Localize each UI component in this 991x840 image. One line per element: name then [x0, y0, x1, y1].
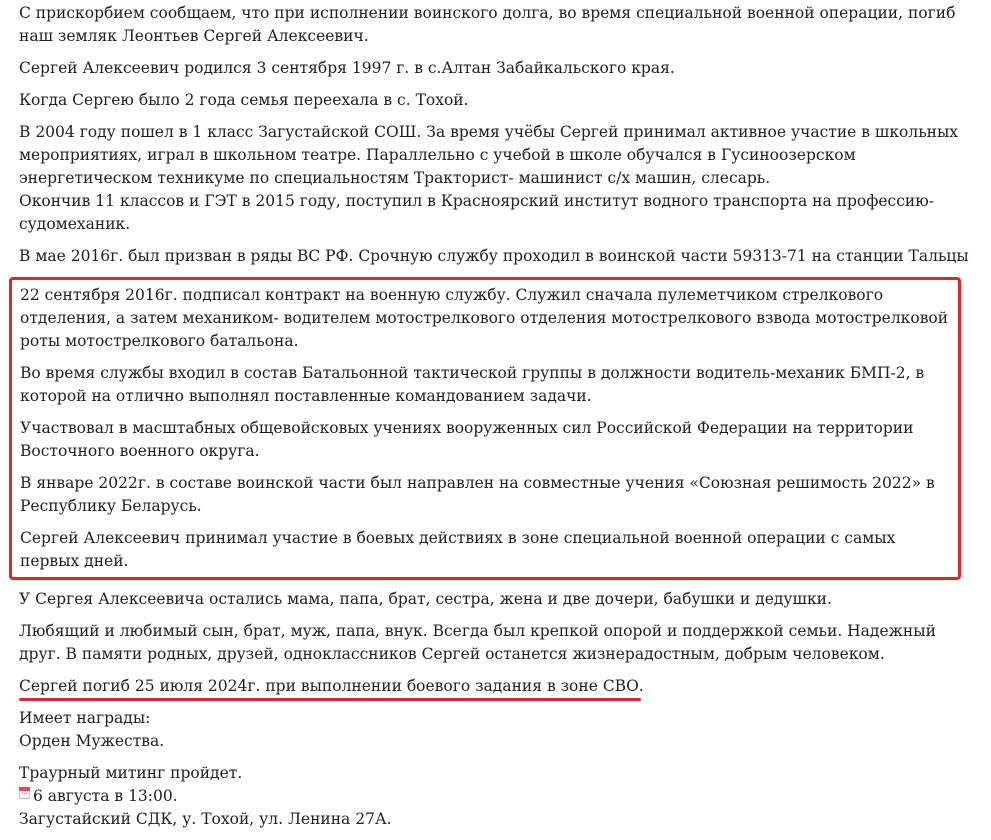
red-underline	[19, 698, 641, 701]
funeral-title: Траурный митинг пройдет.	[19, 764, 243, 782]
paragraph-school	[19, 121, 981, 236]
paragraph-condolence: С прискорбием сообщаем, что при исполнении воинского долга, во время специальной военной операции, погиб наш земляк Леонтьев Сергей Алексеевич.	[19, 4, 956, 45]
article	[19, 2, 981, 840]
funeral-date: 6 августа в 13:00.	[33, 787, 178, 805]
paragraph-move: Когда Сергею было 2 года семья переехала в с. Тохой.	[19, 91, 469, 109]
graduation-text: Окончив 11 классов и ГЭТ в 2015 году, поступил в Красноярский институт водного транспорта на профессию- судомеханик.	[19, 192, 934, 233]
death-text: Сергей погиб 25 июля 2024г. при выполнении боевого задания в зоне СВО.	[19, 677, 644, 695]
paragraph-contract: 22 сентября 2016г. подписал контракт на военную службу. Служил сначала пулеметчиком стрелкового отделения, а затем механиком- водителем мотострелкового отделения мотострелкового взвода мотострелковой роты мотострелкового батальона.	[20, 286, 949, 350]
paragraph-exercises: Участвовал в масштабных общевойсковых учениях вооруженных сил Российской Федерации на территории Восточного военного округа.	[20, 419, 914, 460]
funeral-place: Загустайский СДК, у. Тохой, ул. Ленина 27А.	[19, 810, 392, 828]
paragraph-family: У Сергея Алексеевича остались мама, папа, брат, сестра, жена и две дочери, бабушки и дедушки.	[19, 590, 832, 608]
school-text: В 2004 году пошел в 1 класс Загустайской СОШ. За время учёбы Сергей принимал активное участие в школьных мероприятиях, играл в школьном театре. Параллельно с учебой в школе обучался в Гусиноозерском энергетическом техникуме по специальностям Тракторист- машинист с/х машин, слесарь.	[19, 123, 959, 187]
awards-title: Имеет награды:	[19, 709, 151, 727]
death-statement	[19, 675, 644, 698]
paragraph-svo: Сергей Алексеевич принимал участие в боевых действиях в зоне специальной военной операции с самых первых дней.	[20, 529, 896, 570]
paragraph-memory: Любящий и любимый сын, брат, муж, папа, внук. Всегда был крепкой опорой и поддержкой семьи. Надежный друг. В памяти родных, друзей, одноклассников Сергей останется жизнерадостным, добрым человеком.	[19, 622, 936, 663]
paragraph-awards	[19, 707, 981, 753]
awards-item: Орден Мужества.	[19, 732, 165, 750]
paragraph-funeral	[19, 762, 981, 831]
paragraph-conscription: В мае 2016г. был призван в ряды ВС РФ. Срочную службу проходил в воинской части 59313-71 на станции Тальцы	[19, 247, 969, 265]
paragraph-btg: Во время службы входил в состав Батальонной тактической группы в должности водитель-механик БМП-2, в которой на отлично выполнял поставленные командованием задачи.	[20, 364, 925, 405]
calendar-icon	[19, 787, 30, 799]
paragraph-birth: Сергей Алексеевич родился 3 сентября 1997 г. в с.Алтан Забайкальского края.	[19, 59, 675, 77]
highlighted-service-block	[9, 277, 961, 580]
paragraph-belarus: В январе 2022г. в составе воинской части был направлен на совместные учения «Союзная решимость 2022» в Республику Беларусь.	[20, 474, 935, 515]
paragraph-death	[19, 675, 981, 698]
